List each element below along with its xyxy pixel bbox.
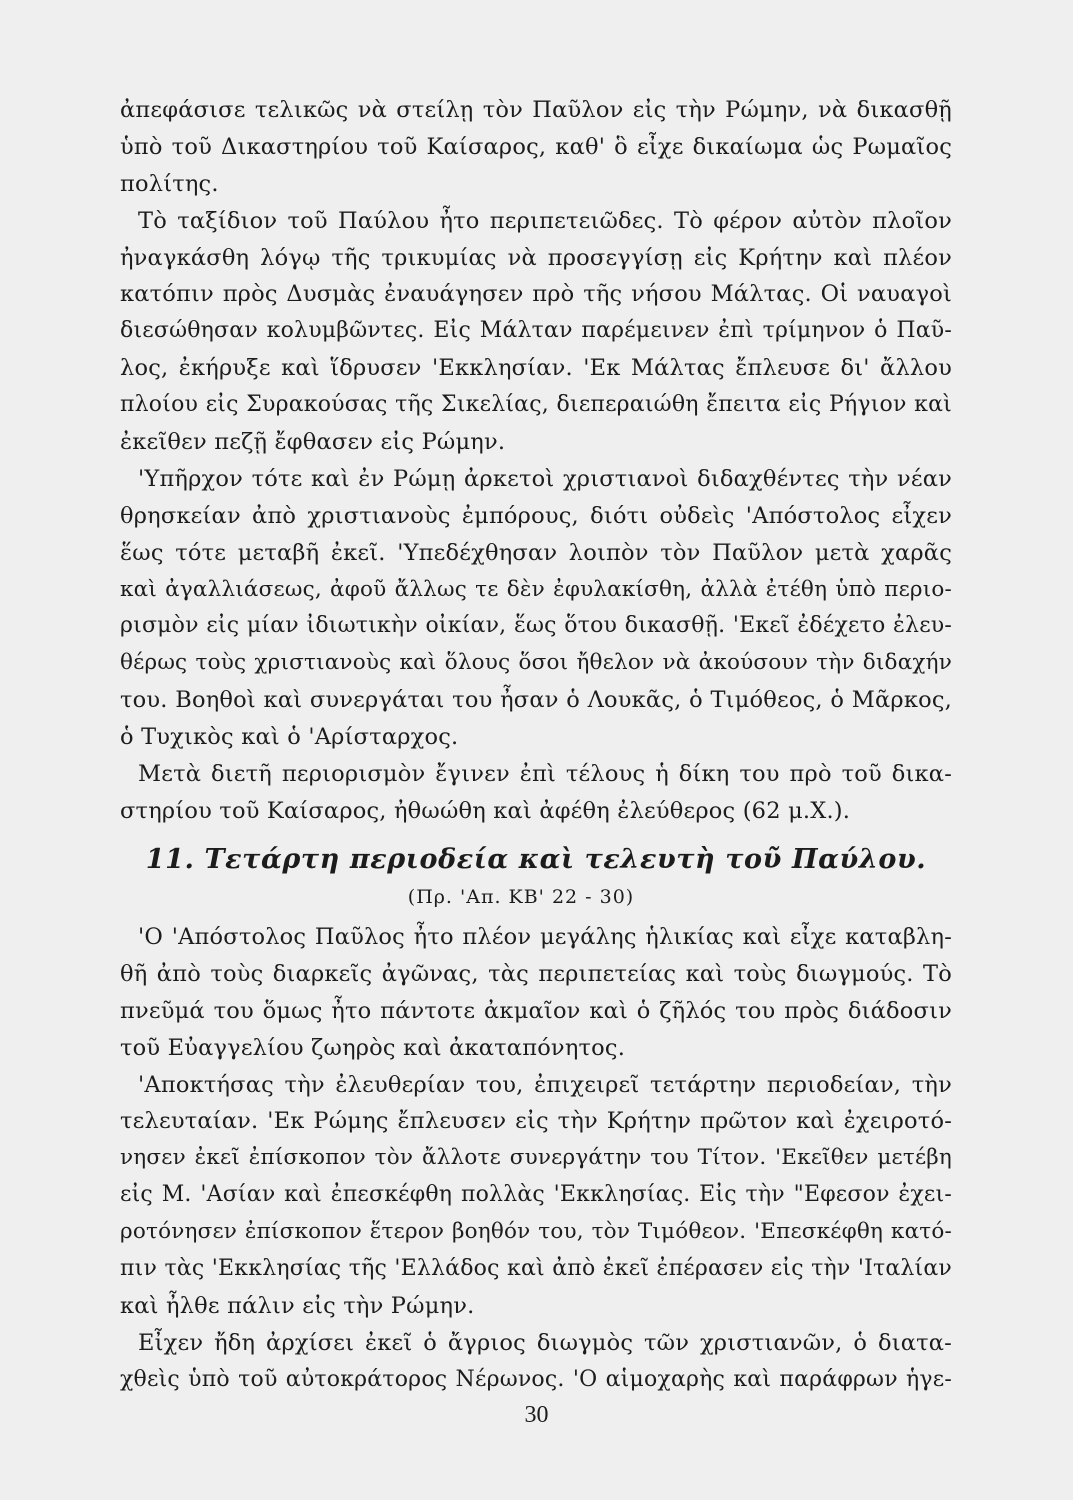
text-line: 'Ο 'Απόστολος Παῦλος ἦτο πλέον μεγάλης ἡλικίας καὶ εἶχε καταβλη- [138, 924, 952, 950]
text-line: εἰς Μ. 'Ασίαν καὶ ἐπεσκέφθη πολλὰς 'Εκκλησίας. Εἰς τὴν "Εφεσον ἐχει- [120, 1182, 952, 1208]
text-line: πιν τὰς 'Εκκλησίας τῆς 'Ελλάδος καὶ ἀπὸ ἐκεῖ ἐπέρασεν εἰς τὴν 'Ιταλίαν [120, 1256, 952, 1282]
body-text-part1 [120, 92, 952, 830]
text-line: λος, ἐκήρυξε καὶ ἵδρυσεν 'Εκκλησίαν. 'Εκ Μάλτας ἔπλευσε δι' ἄλλου [120, 355, 952, 382]
text-line: ὑπὸ τοῦ Δικαστηρίου τοῦ Καίσαρος, καθ' ὃ εἶχε δικαίωμα ὡς Ρωμαῖος [120, 133, 952, 160]
text-line: θῆ ἀπὸ τοὺς διαρκεῖς ἀγῶνας, τὰς περιπετείας καὶ τοὺς διωγμούς. Τὸ [120, 960, 952, 987]
text-line: καὶ ἦλθε πάλιν εἰς τὴν Ρώμην. [120, 1292, 475, 1319]
text-line: ἐκεῖθεν πεζῇ ἔφθασεν εἰς Ρώμην. [120, 429, 506, 456]
text-line: Μετὰ διετῆ περιορισμὸν ἔγινεν ἐπὶ τέλους ἡ δίκη του πρὸ τοῦ δικα- [138, 761, 952, 788]
text-line: θρησκείαν ἀπὸ χριστιανοὺς ἐμπόρους, διότι οὐδεὶς 'Απόστολος εἶχεν [120, 502, 952, 529]
text-line: Εἶχεν ἤδη ἀρχίσει ἐκεῖ ὁ ἄγριος διωγμὸς τῶν χριστιανῶν, ὁ διατα- [138, 1329, 952, 1356]
text-line: Τὸ ταξίδιον τοῦ Παύλου ἦτο περιπετειῶδες. Τὸ φέρον αὐτὸν πλοῖον [138, 207, 952, 234]
text-line: ἀπεφάσισε τελικῶς νὰ στείλῃ τὸν Παῦλον εἰς τὴν Ρώμην, νὰ δικασθῇ [120, 97, 952, 123]
page-number: 30 [524, 1402, 549, 1428]
text-line: στηρίου τοῦ Καίσαρος, ἠθωώθη καὶ ἀφέθη ἐλεύθερος (62 μ.Χ.). [120, 797, 851, 824]
text-line: θέρως τοὺς χριστιανοὺς καὶ ὅλους ὅσοι ἤθελον νὰ ἀκούσουν τὴν διδαχήν [120, 650, 952, 676]
text-line: τελευταίαν. 'Εκ Ρώμης ἔπλευσεν εἰς τὴν Κρήτην πρῶτον καὶ ἐχειροτό- [120, 1108, 952, 1135]
text-line: ρισμὸν εἰς μίαν ἰδιωτικὴν οἰκίαν, ἕως ὅτου δικασθῇ. 'Εκεῖ ἐδέχετο ἐλευ- [120, 613, 952, 639]
text-line: του. Βοηθοὶ καὶ συνεργάται του ἦσαν ὁ Λουκᾶς, ὁ Τιμόθεος, ὁ Μᾶρκος, [120, 687, 952, 714]
text-line: 'Αποκτήσας τὴν ἐλευθερίαν του, ἐπιχειρεῖ τετάρτην περιοδείαν, τὴν [138, 1071, 952, 1098]
text-line: ἠναγκάσθη λόγῳ τῆς τρικυμίας νὰ προσεγγίσῃ εἰς Κρήτην καὶ πλέον [120, 244, 952, 271]
text-line: πλοίου εἰς Συρακούσας τῆς Σικελίας, διεπεραιώθη ἔπειτα εἰς Ρήγιον καὶ [120, 392, 952, 418]
text-line: πολίτης. [120, 170, 219, 197]
text-line: καὶ ἀγαλλιάσεως, ἀφοῦ ἄλλως τε δὲν ἐφυλακίσθη, ἀλλὰ ἐτέθη ὑπὸ περιο- [120, 576, 952, 602]
text-line: νησεν ἐκεῖ ἐπίσκοπον τὸν ἄλλοτε συνεργάτην του Τίτον. 'Εκεῖθεν μετέβη [120, 1145, 952, 1171]
text-line: ἕως τότε μεταβῆ ἐκεῖ. 'Υπεδέχθησαν λοιπὸν τὸν Παῦλον μετὰ χαρᾶς [120, 539, 952, 566]
text-line: ροτόνησεν ἐπίσκοπον ἕτερον βοηθόν του, τὸν Τιμόθεον. 'Επεσκέφθη κατό- [120, 1219, 952, 1245]
section-heading-block [120, 838, 952, 912]
text-line: διεσώθησαν κολυμβῶντες. Εἰς Μάλταν παρέμεινεν ἐπὶ τρίμηνον ὁ Παῦ- [120, 318, 952, 344]
text-line: ὁ Τυχικὸς καὶ ὁ 'Αρίσταρχος. [120, 724, 459, 751]
section-heading: 11. Τετάρτη περιοδεία καὶ τελευτὴ τοῦ Παύλου. [145, 844, 927, 875]
text-line: τοῦ Εὐαγγελίου ζωηρὸς καὶ ἀκαταπόνητος. [120, 1034, 626, 1061]
text-line: χθεὶς ὑπὸ τοῦ αὐτοκράτορος Νέρωνος. 'Ο αἱμοχαρὴς καὶ παράφρων ἡγε- [120, 1366, 952, 1392]
body-text-part2 [120, 919, 952, 1399]
section-reference: (Πρ. 'Απ. ΚΒ' 22 - 30) [407, 886, 635, 908]
text-line: πνεῦμά του ὅμως ἦτο πάντοτε ἀκμαῖον καὶ ὁ ζῆλός του πρὸς διάδοσιν [120, 997, 952, 1024]
text-line: 'Υπῆρχον τότε καὶ ἐν Ρώμῃ ἀρκετοὶ χριστιανοὶ διδαχθέντες τὴν νέαν [138, 465, 952, 492]
text-line: κατόπιν πρὸς Δυσμὰς ἐναυάγησεν πρὸ τῆς νήσου Μάλτας. Οἱ ναυαγοὶ [120, 281, 952, 308]
